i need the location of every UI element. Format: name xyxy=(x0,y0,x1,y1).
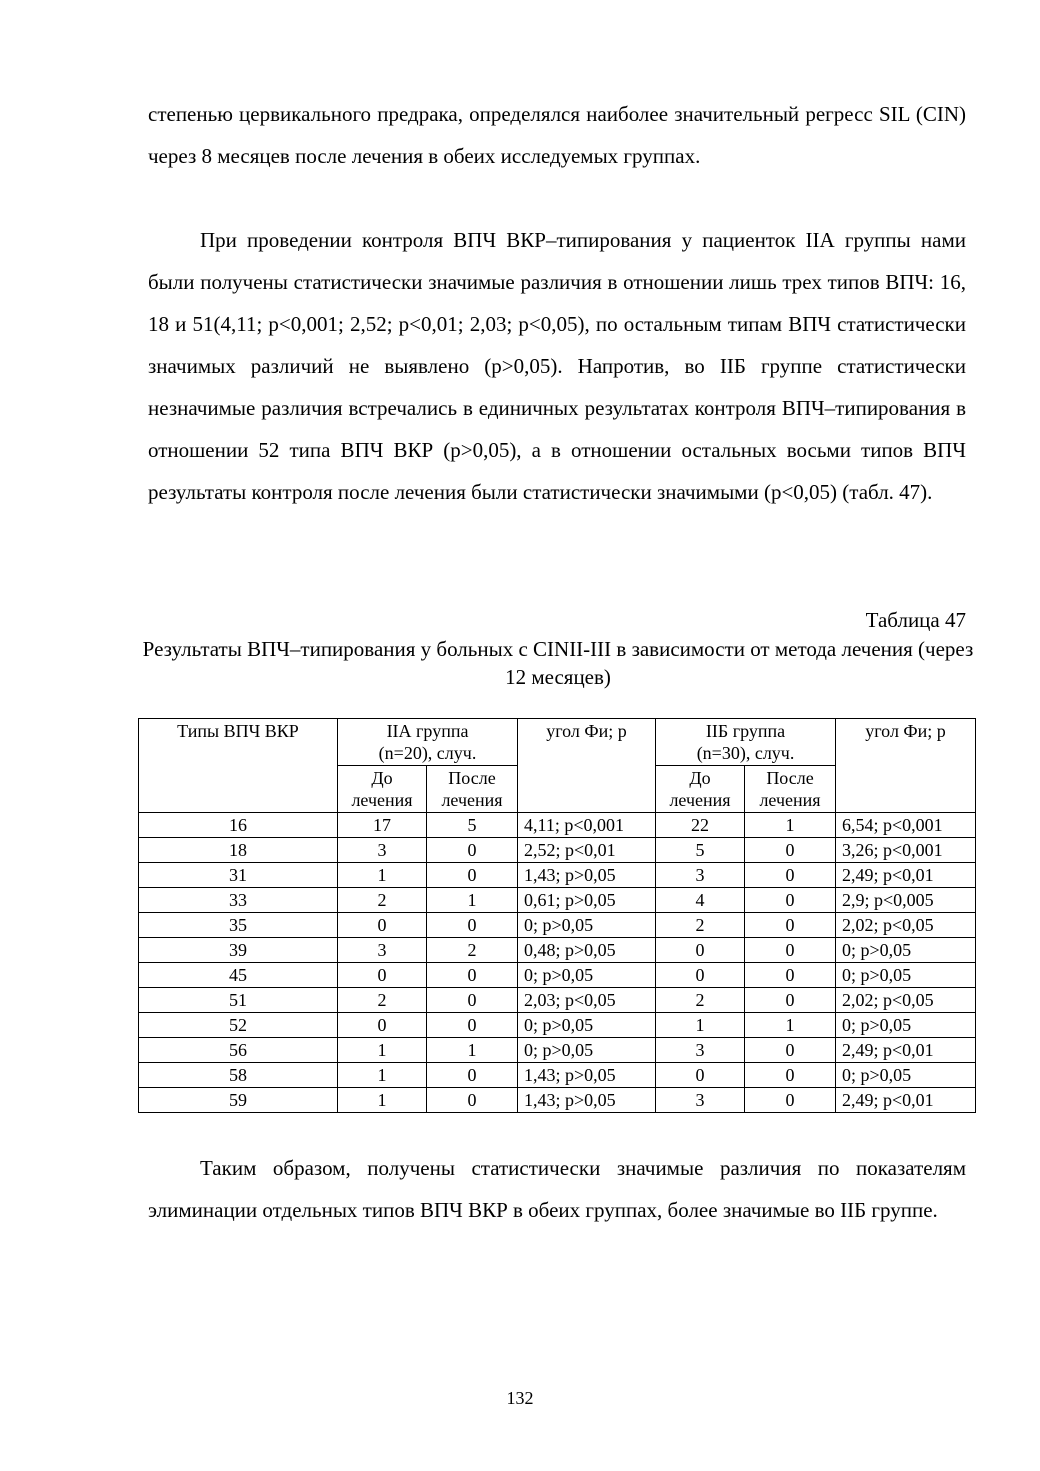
cell-b-phi: 2,49; p<0,01 xyxy=(836,1038,976,1063)
cell-b-before: 3 xyxy=(656,1038,745,1063)
cell-type: 56 xyxy=(139,1038,338,1063)
cell-b-before: 3 xyxy=(656,1088,745,1113)
header-phi-b: угол Фи; p xyxy=(836,719,976,813)
cell-a-before: 0 xyxy=(338,963,427,988)
cell-a-before: 1 xyxy=(338,863,427,888)
table-row xyxy=(139,1038,976,1063)
paragraph-1: степенью цервикального предрака, определялся наиболее значительный регресс SIL (CIN) через 8 месяцев после лечения в обеих исследуемых группах. xyxy=(148,102,966,168)
table-row xyxy=(139,963,976,988)
cell-type: 58 xyxy=(139,1063,338,1088)
header-a-after xyxy=(427,766,518,813)
cell-a-phi: 4,11; p<0,001 xyxy=(518,813,656,838)
cell-b-after: 0 xyxy=(745,913,836,938)
header-group-a-line2: (n=20), случ. xyxy=(378,743,477,763)
cell-type: 52 xyxy=(139,1013,338,1038)
page-number: 132 xyxy=(506,1388,534,1408)
cell-b-phi: 0; p>0,05 xyxy=(836,938,976,963)
cell-a-before: 3 xyxy=(338,838,427,863)
cell-type: 16 xyxy=(139,813,338,838)
cell-a-after: 2 xyxy=(427,938,518,963)
cell-b-after: 0 xyxy=(745,988,836,1013)
cell-a-phi: 0; p>0,05 xyxy=(518,1038,656,1063)
table-body xyxy=(139,813,976,1113)
cell-b-before: 0 xyxy=(656,938,745,963)
cell-a-before: 1 xyxy=(338,1088,427,1113)
cell-a-after: 0 xyxy=(427,1088,518,1113)
table-row xyxy=(139,838,976,863)
cell-b-before: 1 xyxy=(656,1013,745,1038)
cell-b-after: 0 xyxy=(745,938,836,963)
cell-a-before: 2 xyxy=(338,988,427,1013)
paragraph-3: Таким образом, получены статистически значимые различия по показателям элиминации отдельных типов ВПЧ ВКР в обеих группах, более значимые во IIБ группе. xyxy=(148,1156,966,1222)
header-b-after xyxy=(745,766,836,813)
cell-b-phi: 2,02; p<0,05 xyxy=(836,913,976,938)
cell-b-after: 0 xyxy=(745,1038,836,1063)
cell-a-phi: 0; p>0,05 xyxy=(518,913,656,938)
hpv-results-table xyxy=(138,718,976,1113)
header-b-after-line1: После xyxy=(766,768,814,788)
header-b-after-line2: лечения xyxy=(759,790,821,810)
cell-a-phi: 2,03; p<0,05 xyxy=(518,988,656,1013)
cell-b-phi: 2,9; p<0,005 xyxy=(836,888,976,913)
cell-type: 39 xyxy=(139,938,338,963)
cell-b-before: 2 xyxy=(656,913,745,938)
cell-a-before: 17 xyxy=(338,813,427,838)
table-label: Таблица 47 xyxy=(865,608,966,632)
header-group-b xyxy=(656,719,836,766)
cell-b-phi: 0; p>0,05 xyxy=(836,963,976,988)
cell-b-after: 0 xyxy=(745,1088,836,1113)
header-phi-a: угол Фи; p xyxy=(518,719,656,813)
table-row xyxy=(139,813,976,838)
cell-type: 51 xyxy=(139,988,338,1013)
cell-b-before: 5 xyxy=(656,838,745,863)
cell-type: 59 xyxy=(139,1088,338,1113)
cell-b-before: 22 xyxy=(656,813,745,838)
table-row xyxy=(139,1013,976,1038)
header-types: Типы ВПЧ ВКР xyxy=(139,719,338,813)
cell-a-phi: 0,48; p>0,05 xyxy=(518,938,656,963)
cell-b-after: 0 xyxy=(745,1063,836,1088)
header-group-b-line1: IIБ группа xyxy=(705,721,786,741)
header-b-before-line2: лечения xyxy=(669,790,731,810)
cell-b-phi: 6,54; p<0,001 xyxy=(836,813,976,838)
cell-a-after: 1 xyxy=(427,1038,518,1063)
header-a-before xyxy=(338,766,427,813)
cell-a-phi: 1,43; p>0,05 xyxy=(518,1088,656,1113)
cell-b-before: 3 xyxy=(656,863,745,888)
cell-b-after: 0 xyxy=(745,863,836,888)
header-a-after-line2: лечения xyxy=(441,790,503,810)
cell-a-phi: 2,52; p<0,01 xyxy=(518,838,656,863)
cell-a-phi: 0; p>0,05 xyxy=(518,963,656,988)
cell-a-after: 0 xyxy=(427,963,518,988)
cell-a-after: 0 xyxy=(427,913,518,938)
cell-a-before: 0 xyxy=(338,1013,427,1038)
cell-a-before: 1 xyxy=(338,1063,427,1088)
cell-b-phi: 2,02; p<0,05 xyxy=(836,988,976,1013)
cell-a-before: 2 xyxy=(338,888,427,913)
table-title: Результаты ВПЧ–типирования у больных с CINII-III в зависимости от метода лечения (через 12 месяцев) xyxy=(142,637,974,689)
table-row xyxy=(139,888,976,913)
cell-b-after: 0 xyxy=(745,888,836,913)
table-row xyxy=(139,913,976,938)
header-a-after-line1: После xyxy=(448,768,496,788)
cell-b-phi: 2,49; p<0,01 xyxy=(836,1088,976,1113)
cell-type: 18 xyxy=(139,838,338,863)
cell-b-before: 0 xyxy=(656,1063,745,1088)
cell-b-before: 0 xyxy=(656,963,745,988)
table-row xyxy=(139,1088,976,1113)
cell-b-phi: 3,26; p<0,001 xyxy=(836,838,976,863)
cell-a-after: 5 xyxy=(427,813,518,838)
header-b-before-line1: До xyxy=(689,768,711,788)
table-header-row-1 xyxy=(139,719,976,766)
cell-a-phi: 1,43; p>0,05 xyxy=(518,863,656,888)
header-group-b-line2: (n=30), случ. xyxy=(696,743,795,763)
cell-a-before: 1 xyxy=(338,1038,427,1063)
cell-a-after: 1 xyxy=(427,888,518,913)
table-row xyxy=(139,1063,976,1088)
cell-a-before: 3 xyxy=(338,938,427,963)
cell-b-after: 0 xyxy=(745,838,836,863)
header-group-a xyxy=(338,719,518,766)
header-a-before-line2: лечения xyxy=(351,790,413,810)
cell-b-after: 1 xyxy=(745,1013,836,1038)
cell-type: 45 xyxy=(139,963,338,988)
header-group-a-line1: IIА группа xyxy=(386,721,469,741)
cell-b-phi: 2,49; p<0,01 xyxy=(836,863,976,888)
cell-b-phi: 0; p>0,05 xyxy=(836,1063,976,1088)
header-b-before xyxy=(656,766,745,813)
cell-b-after: 1 xyxy=(745,813,836,838)
cell-a-after: 0 xyxy=(427,863,518,888)
cell-a-phi: 1,43; p>0,05 xyxy=(518,1063,656,1088)
cell-type: 35 xyxy=(139,913,338,938)
cell-type: 31 xyxy=(139,863,338,888)
paragraph-2: При проведении контроля ВПЧ ВКР–типирования у пациенток IIА группы нами были получены статистически значимые различия в отношении лишь трех типов ВПЧ: 16, 18 и 51(4,11; p<0,001; 2,52; p<0,01; 2,03; p<0,05), по остальным типам ВПЧ статистически значимых различий не выявлено (p>0,05). Напротив, во IIБ группе статистически незначимые различия встречались в единичных результатах контроля ВПЧ–типирования в отношении 52 типа ВПЧ ВКР (p>0,05), а в отношении остальных восьми типов ВПЧ результаты контроля после лечения были статистически значимыми (p<0,05) (табл. 47). xyxy=(148,228,966,504)
cell-b-before: 4 xyxy=(656,888,745,913)
cell-a-phi: 0,61; p>0,05 xyxy=(518,888,656,913)
cell-a-after: 0 xyxy=(427,1013,518,1038)
cell-type: 33 xyxy=(139,888,338,913)
table-row xyxy=(139,863,976,888)
cell-a-before: 0 xyxy=(338,913,427,938)
cell-a-after: 0 xyxy=(427,838,518,863)
cell-b-after: 0 xyxy=(745,963,836,988)
cell-a-phi: 0; p>0,05 xyxy=(518,1013,656,1038)
cell-b-before: 2 xyxy=(656,988,745,1013)
cell-b-phi: 0; p>0,05 xyxy=(836,1013,976,1038)
cell-a-after: 0 xyxy=(427,1063,518,1088)
table-row xyxy=(139,988,976,1013)
table-row xyxy=(139,938,976,963)
header-a-before-line1: До xyxy=(371,768,393,788)
cell-a-after: 0 xyxy=(427,988,518,1013)
